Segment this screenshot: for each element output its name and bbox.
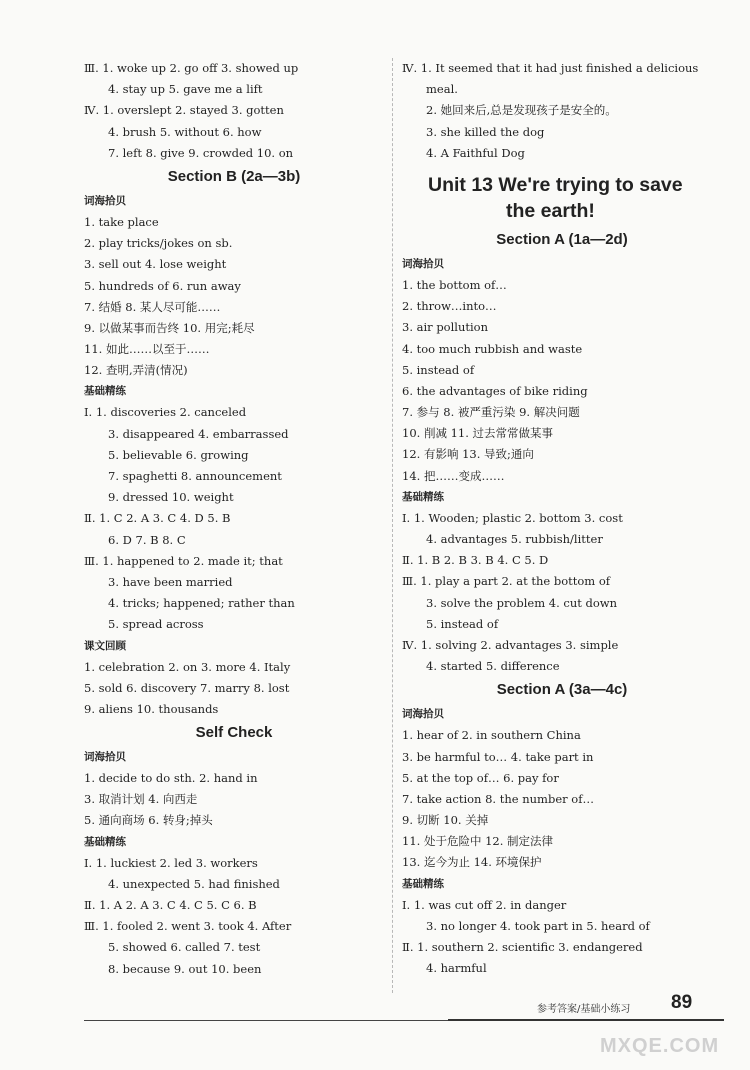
right-column xyxy=(402,58,722,979)
section-b-review-list xyxy=(84,657,384,721)
answer-line: 4. stay up 5. gave me a lift xyxy=(108,82,263,97)
section-a1-practice-list xyxy=(402,508,722,678)
section-a2-vocab-heading: 词海拾贝 xyxy=(402,708,444,721)
answer-line: 14. 把……变成…… xyxy=(402,468,505,483)
section-b-practice-list xyxy=(84,402,384,635)
answer-line: 4. unexpected 5. had finished xyxy=(108,876,280,891)
answer-line: 5. instead of xyxy=(426,616,499,631)
answer-line: 7. spaghetti 8. announcement xyxy=(108,469,282,483)
section-b-title: Section B (2a—3b) xyxy=(167,167,301,185)
answer-line: Ⅱ. 1. A 2. A 3. C 4. C 5. C 6. B xyxy=(84,898,257,912)
answer-line: 9. 以做某事而告终 10. 用完;耗尽 xyxy=(84,320,255,335)
answer-line: Ⅰ. 1. was cut off 2. in danger xyxy=(402,897,567,912)
answer-line: 5. instead of xyxy=(402,362,475,377)
answer-line: Ⅱ. 1. southern 2. scientific 3. endangered xyxy=(402,940,643,954)
answer-line: 2. 她回来后,总是发现孩子是安全的。 xyxy=(426,103,617,118)
watermark: MXQE.COM xyxy=(600,1035,720,1057)
answer-line: 9. dressed 10. weight xyxy=(108,490,234,505)
answer-line: 7. 参与 8. 被严重污染 9. 解决问题 xyxy=(402,405,580,420)
self-check-vocab-heading: 词海拾贝 xyxy=(84,751,126,764)
answer-line: 4. started 5. difference xyxy=(426,659,560,674)
answer-line: 7. 结婚 8. 某人尽可能…… xyxy=(84,299,221,314)
answer-line: Ⅰ. 1. luckiest 2. led 3. workers xyxy=(84,855,258,870)
answer-line: 7. take action 8. the number of… xyxy=(402,791,594,806)
section-b-vocab-heading: 词海拾贝 xyxy=(84,194,126,207)
answer-line: 9. aliens 10. thousands xyxy=(84,701,219,716)
footer-text: 参考答案/基础小练习 xyxy=(537,1004,631,1015)
answer-line: Ⅱ. 1. B 2. B 3. B 4. C 5. D xyxy=(402,553,549,568)
answer-line: 1. decide to do sth. 2. hand in xyxy=(84,771,258,786)
answer-line: meal. xyxy=(426,82,458,97)
answer-line: 8. because 9. out 10. been xyxy=(108,961,262,976)
answer-line: 2. play tricks/jokes on sb. xyxy=(84,236,233,251)
answer-line: 5. 通向商场 6. 转身;掉头 xyxy=(84,813,213,828)
answer-line: 6. D 7. B 8. C xyxy=(108,532,186,547)
footer-rule-thick xyxy=(448,1019,724,1021)
section-a2-practice-heading: 基础精练 xyxy=(402,877,444,890)
answer-line: Ⅲ. 1. play a part 2. at the bottom of xyxy=(402,574,611,589)
answer-line: 3. be harmful to… 4. take part in xyxy=(402,749,594,764)
section-a2-title: Section A (3a—4c) xyxy=(496,681,628,699)
answer-line: 4. too much rubbish and waste xyxy=(402,341,583,356)
answer-line: 2. throw…into… xyxy=(402,299,497,314)
answer-line: Ⅱ. 1. C 2. A 3. C 4. D 5. B xyxy=(84,511,231,526)
answer-line: 1. celebration 2. on 3. more 4. Italy xyxy=(84,659,291,674)
answer-line: 5. at the top of… 6. pay for xyxy=(402,770,559,785)
section-a1-title: Section A (1a—2d) xyxy=(496,230,628,248)
answer-line: Ⅲ. 1. woke up 2. go off 3. showed up xyxy=(84,61,299,75)
self-check-practice-heading: 基础精练 xyxy=(84,835,126,848)
answer-line: 5. sold 6. discovery 7. marry 8. lost xyxy=(84,680,290,695)
unit-title-line-1: Unit 13 We're trying to save xyxy=(428,173,683,196)
column-divider xyxy=(392,58,393,993)
answer-line: Ⅰ. 1. Wooden; plastic 2. bottom 3. cost xyxy=(402,510,623,525)
answer-line: 3. disappeared 4. embarrassed xyxy=(108,426,289,441)
answer-line: 1. the bottom of… xyxy=(402,277,507,292)
answer-line: 4. A Faithful Dog xyxy=(426,145,525,160)
answer-line: 4. advantages 5. rubbish/litter xyxy=(426,532,603,546)
answer-line: 3. air pollution xyxy=(402,320,488,335)
answer-line: Ⅲ. 1. happened to 2. made it; that xyxy=(84,553,283,568)
section-a1-practice-heading: 基础精练 xyxy=(402,490,444,503)
answer-line: 3. 取消计划 4. 向西走 xyxy=(84,792,198,807)
answer-line: 1. hear of 2. in southern China xyxy=(402,728,581,743)
answer-line: 9. 切断 10. 关掉 xyxy=(402,813,489,828)
answer-line: 5. showed 6. called 7. test xyxy=(108,940,261,955)
answer-line: 12. 查明,弄清(情况) xyxy=(84,363,188,378)
unit-title-line-2: the earth! xyxy=(506,199,595,222)
answer-line: 5. spread across xyxy=(108,617,204,632)
answer-line: 4. tricks; happened; rather than xyxy=(108,596,295,611)
answer-line: 6. the advantages of bike riding xyxy=(402,383,588,398)
section-a1-vocab-heading: 词海拾贝 xyxy=(402,257,444,270)
unit-title xyxy=(402,172,722,224)
section-a2-practice-list xyxy=(402,895,722,980)
answer-line: 1. take place xyxy=(84,214,159,229)
left-column xyxy=(84,58,384,980)
section-b-practice-heading: 基础精练 xyxy=(84,385,126,398)
self-check-vocab-list xyxy=(84,768,384,832)
left-top-answers xyxy=(84,58,384,164)
answer-line: 3. solve the problem 4. cut down xyxy=(426,595,618,610)
self-check-title: Self Check xyxy=(195,724,273,742)
answer-line: 5. believable 6. growing xyxy=(108,447,249,462)
answer-line: Ⅳ. 1. solving 2. advantages 3. simple xyxy=(402,637,619,652)
right-top-answers xyxy=(402,58,722,164)
answer-line: 10. 削减 11. 过去常常做某事 xyxy=(402,426,554,441)
answer-line: 4. brush 5. without 6. how xyxy=(108,124,262,139)
answer-line: 3. sell out 4. lose weight xyxy=(84,257,227,272)
page-number: 89 xyxy=(671,992,693,1013)
answer-line: 3. no longer 4. took part in 5. heard of xyxy=(426,918,650,933)
answer-line: 13. 迄今为止 14. 环境保护 xyxy=(402,855,542,870)
answer-line: Ⅲ. 1. fooled 2. went 3. took 4. After xyxy=(84,919,292,934)
answer-line: 4. harmful xyxy=(426,961,487,976)
answer-line: 3. have been married xyxy=(108,574,233,589)
answer-line: 12. 有影响 13. 导致;通向 xyxy=(402,447,534,462)
answer-line: Ⅳ. 1. overslept 2. stayed 3. gotten xyxy=(84,103,284,118)
answer-line: 7. left 8. give 9. crowded 10. on xyxy=(108,145,294,160)
answer-line: 3. she killed the dog xyxy=(426,124,545,139)
answer-line: Ⅳ. 1. It seemed that it had just finished a delicious xyxy=(402,61,699,75)
answer-line: 5. hundreds of 6. run away xyxy=(84,278,241,293)
self-check-practice-list xyxy=(84,853,384,980)
section-b-vocab-list xyxy=(84,212,384,382)
answer-line: 11. 处于危险中 12. 制定法律 xyxy=(402,834,554,849)
section-a2-vocab-list xyxy=(402,725,722,873)
section-a1-vocab-list xyxy=(402,275,722,487)
section-b-review-heading: 课文回顾 xyxy=(84,639,126,652)
answer-line: 11. 如此……以至于…… xyxy=(84,342,210,357)
answer-line: Ⅰ. 1. discoveries 2. canceled xyxy=(84,405,247,420)
